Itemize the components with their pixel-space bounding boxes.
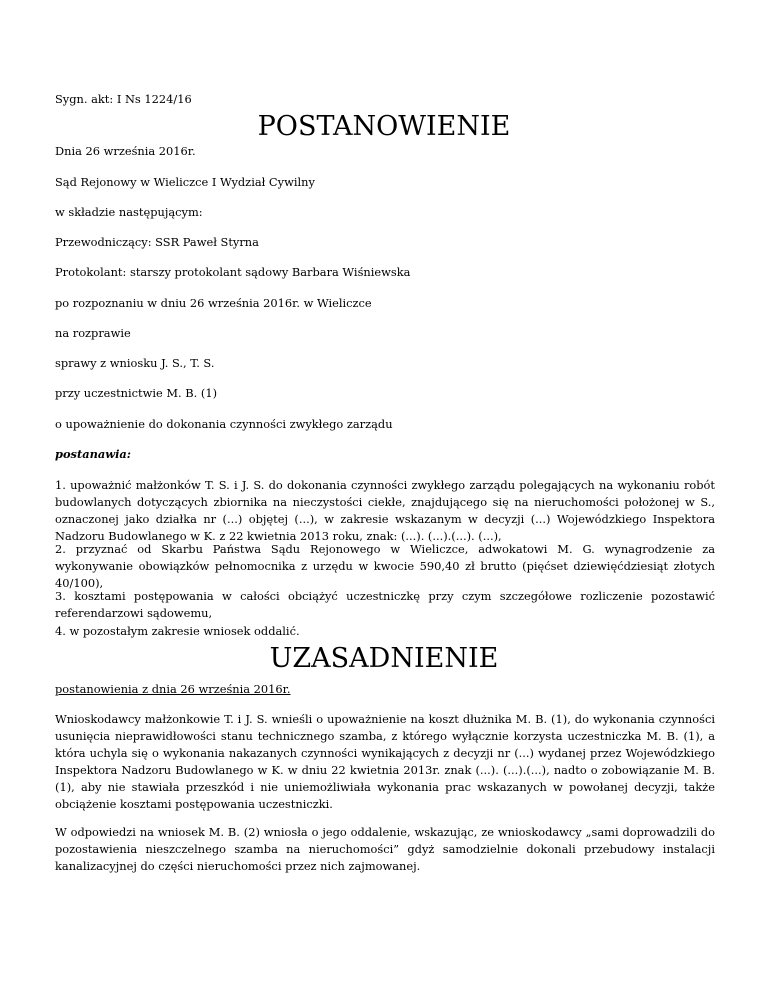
justification-title: UZASADNIENIE bbox=[269, 643, 499, 674]
hearing-info: po rozpoznaniu w dniu 26 września 2016r. w Wieliczce bbox=[55, 296, 372, 310]
session-type: na rozprawie bbox=[55, 326, 131, 340]
document-title: POSTANOWIENIE bbox=[257, 111, 511, 142]
ruling-date: Dnia 26 września 2016r. bbox=[55, 144, 196, 158]
court-name: Sąd Rejonowy w Wieliczce I Wydział Cywilny bbox=[55, 175, 315, 189]
ruling-item-2: 2. przyznać od Skarbu Państwa Sądu Rejonowego w Wieliczce, adwokatowi M. G. wynagrodzenie za wykonywanie obowiązków pełnomocnika z urzędu w kwocie 590,40 zł brutto (pięćset dziewięćdziesiąt złotych 40/100), bbox=[55, 542, 715, 590]
case-participant: przy uczestnictwie M. B. (1) bbox=[55, 386, 218, 400]
presiding-judge: Przewodniczący: SSR Paweł Styrna bbox=[55, 235, 259, 249]
court-composition: w składzie następującym: bbox=[55, 205, 203, 219]
court-recorder: Protokolant: starszy protokolant sądowy Barbara Wiśniewska bbox=[55, 265, 411, 279]
ruling-item-1: 1. upoważnić małżonków T. S. i J. S. do dokonania czynności zwykłego zarządu polegających na wykonaniu robót budowlanych dotyczących zbiornika na nieczystości ciekłe, znajdującego się na nieruchomości położonej w S., oznaczonej jako działka nr (...) objętej (...), w zakresie wskazanym w decyzji (...) Wojewódzkiego Inspektora Nadzoru Budowlanego w K. z 22 kwietnia 2013 roku, znak: (...). (...).(...). (...), bbox=[55, 478, 715, 543]
case-subject: o upoważnienie do dokonania czynności zwykłego zarządu bbox=[55, 417, 393, 431]
justification-paragraph-2: W odpowiedzi na wniosek M. B. (2) wniosła o jego oddalenie, wskazując, ze wnioskodawcy „sami doprowadzili do pozostawienia nieszczelnego szamba na nieruchomości” gdyż samodzielnie dokonali przebudowy instalacji kanalizacyjnej do części nieruchomości przez nich zajmowanej. bbox=[55, 825, 715, 873]
ruling-item-3: 3. kosztami postępowania w całości obciążyć uczestniczkę przy czym szczegółowe rozliczenie pozostawić referendarzowi sądowemu, bbox=[55, 589, 715, 620]
justification-paragraph-1: Wnioskodawcy małżonkowie T. i J. S. wnieśli o upoważnienie na koszt dłużnika M. B. (1), do wykonania czynności usunięcia nieprawidłowości stanu technicznego szamba, z którego wyłącznie korzysta uczestniczka M. B. (1), a która uchyla się o wykonania nakazanych czynności wynikających z decyzji nr (...) wydanej przez Wojewódzkiego Inspektora Nadzoru Budowlanego w K. w dniu 22 kwietnia 2013r. znak (...). (...).(...), nadto o zobowiązanie M. B. (1), aby nie stawiała przeszkód i nie uniemożliwiała wykonania prac wskazanych w powołanej decyzji, także obciążenie kosztami postępowania uczestniczki. bbox=[55, 712, 715, 811]
ruling-heading: postanawia: bbox=[55, 447, 131, 461]
ruling-item-4: 4. w pozostałym zakresie wniosek oddalić. bbox=[55, 624, 300, 638]
case-parties: sprawy z wniosku J. S., T. S. bbox=[55, 356, 215, 370]
case-signature: Sygn. akt: I Ns 1224/16 bbox=[55, 92, 192, 106]
justification-subtitle: postanowienia z dnia 26 września 2016r. bbox=[55, 682, 291, 696]
